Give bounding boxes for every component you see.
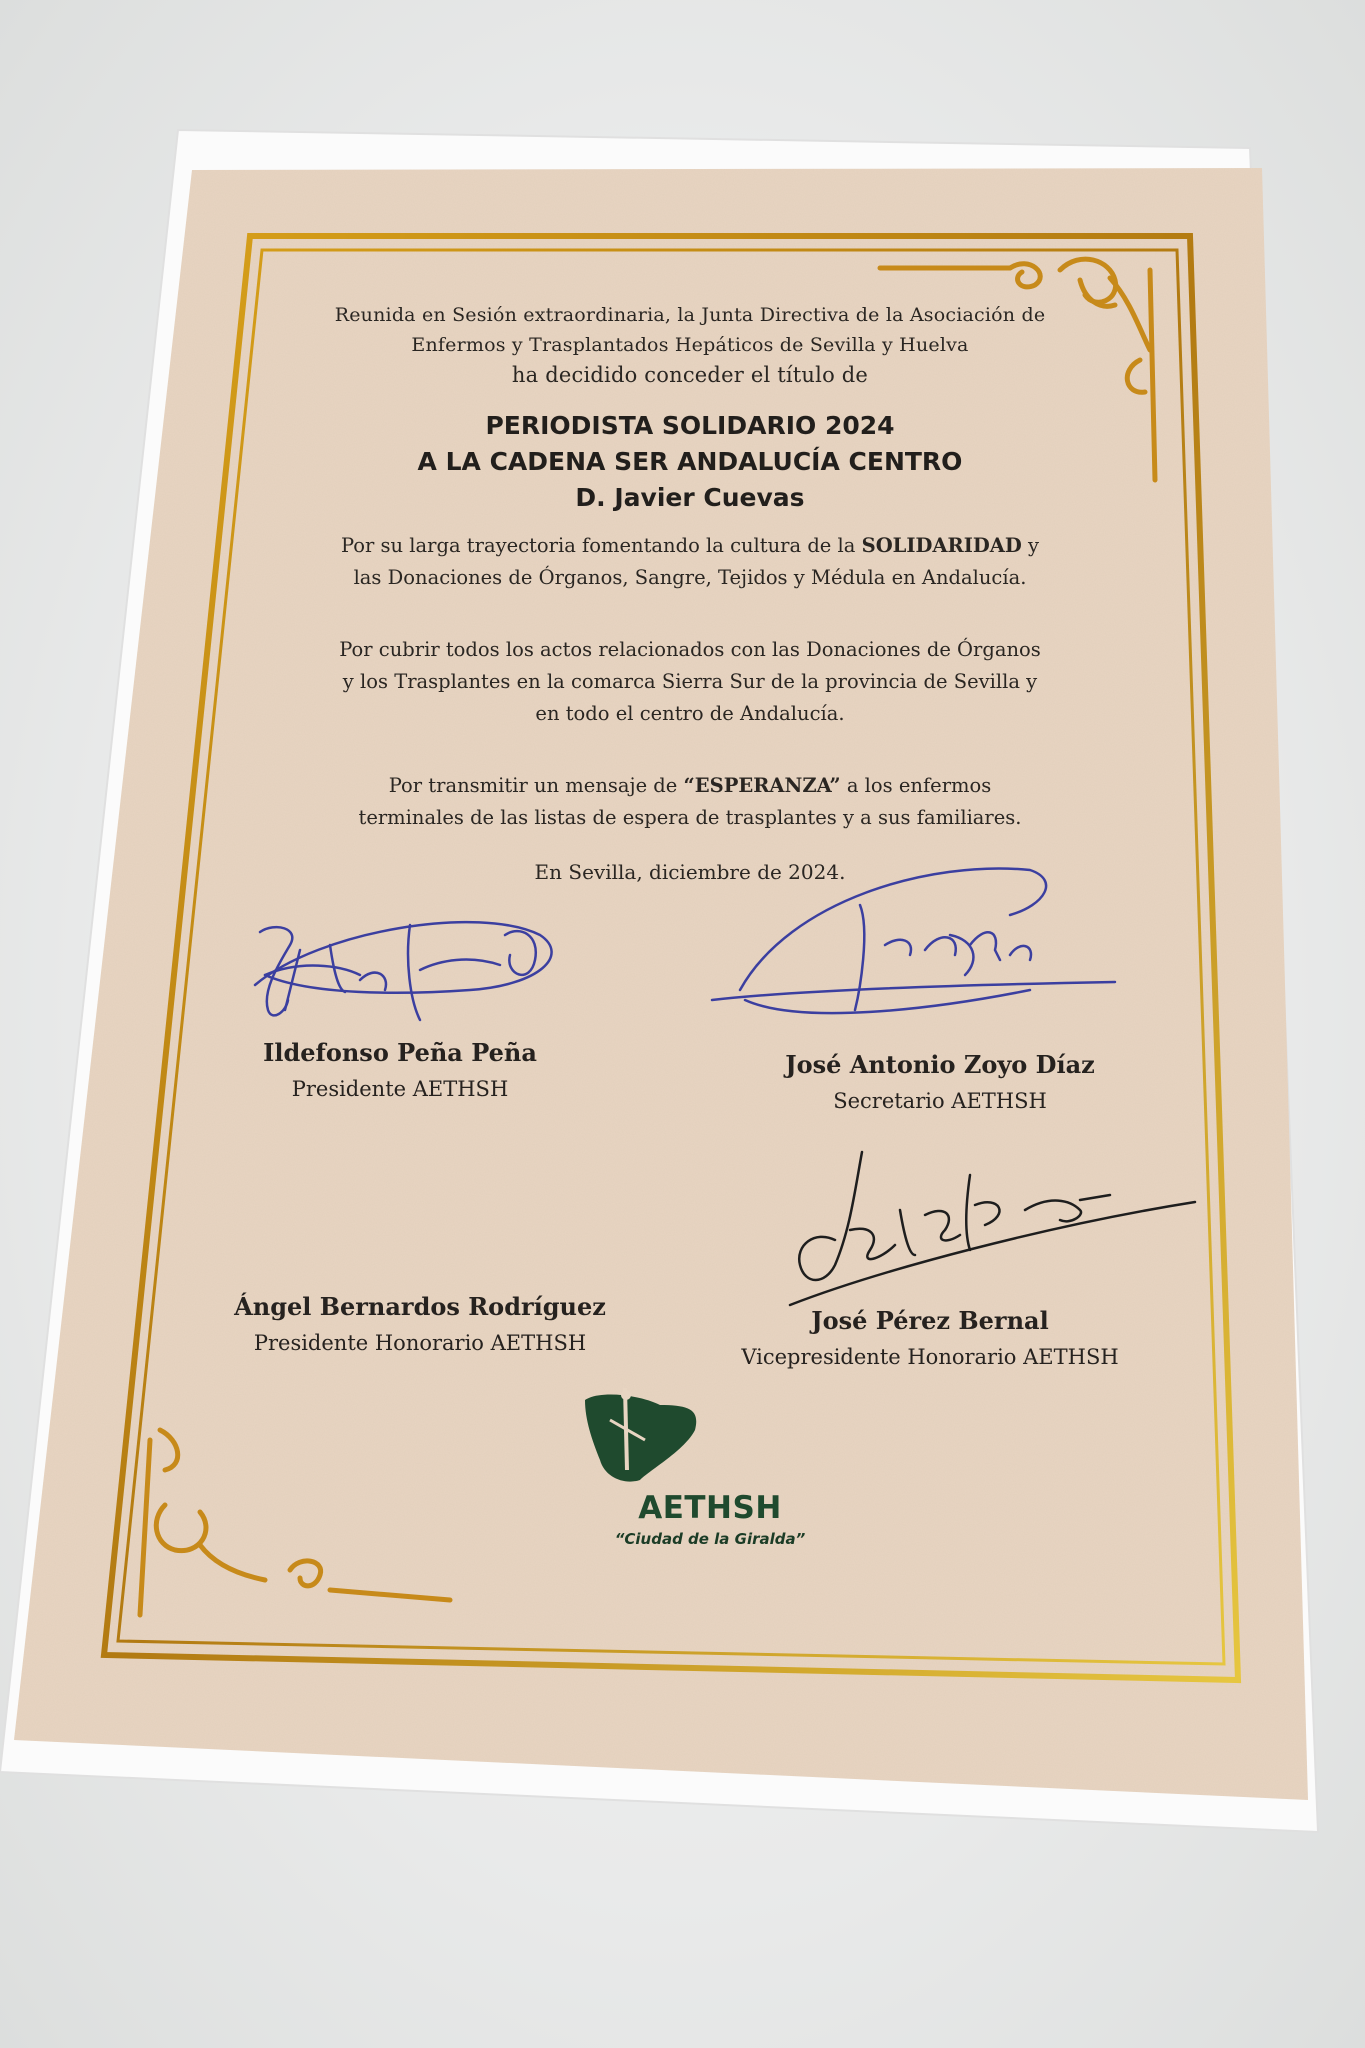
reason-text: Por transmitir un mensaje de xyxy=(388,774,684,797)
reason-paragraph-1 xyxy=(250,530,1130,594)
reason-text: y los Trasplantes en la comarca Sierra Sur de la provincia de Sevilla y xyxy=(342,670,1038,693)
signatory-name: Ángel Bernardos Rodríguez xyxy=(234,1292,606,1321)
reason-paragraph-3 xyxy=(250,770,1130,834)
aethsh-logo xyxy=(575,1390,845,1560)
signatory-3 xyxy=(200,1292,640,1355)
signatory-name: Ildefonso Peña Peña xyxy=(263,1038,537,1067)
reason-emphasis: SOLIDARIDAD xyxy=(861,534,1022,557)
certificate-body xyxy=(250,300,1130,884)
reason-text: en todo el centro de Andalucía. xyxy=(535,702,845,725)
logo-motto: “Ciudad de la Giralda” xyxy=(614,1530,806,1548)
reason-paragraph-2 xyxy=(250,634,1130,730)
award-title-line: PERIODISTA SOLIDARIO 2024 xyxy=(485,411,895,440)
intro-line: Reunida en Sesión extraordinaria, la Junta Directiva de la Asociación de xyxy=(334,304,1046,326)
award-title-line: A LA CADENA SER ANDALUCÍA CENTRO xyxy=(417,447,963,476)
signatory-role: Secretario AETHSH xyxy=(833,1089,1047,1113)
signatory-4 xyxy=(710,1306,1150,1369)
reason-text: y xyxy=(1021,534,1040,557)
signatory-1 xyxy=(230,1038,570,1101)
place-date: En Sevilla, diciembre de 2024. xyxy=(534,860,846,884)
signatory-role: Vicepresidente Honorario AETHSH xyxy=(741,1345,1119,1369)
intro-text xyxy=(250,300,1130,390)
reason-text: a los enfermos xyxy=(840,774,992,797)
signatory-role: Presidente AETHSH xyxy=(291,1077,509,1101)
intro-line: Enfermos y Trasplantados Hepáticos de Sevilla y Huelva xyxy=(411,334,969,356)
signatory-role: Presidente Honorario AETHSH xyxy=(253,1331,587,1355)
reason-text: terminales de las listas de espera de trasplantes y a sus familiares. xyxy=(358,806,1022,829)
reason-text: Por su larga trayectoria fomentando la cultura de la xyxy=(340,534,862,557)
intro-line: ha decidido conceder el título de xyxy=(511,363,869,387)
reason-text: las Donaciones de Órganos, Sangre, Tejidos y Médula en Andalucía. xyxy=(353,566,1027,589)
signatory-name: José Antonio Zoyo Díaz xyxy=(785,1050,1095,1079)
logo-name: AETHSH xyxy=(638,1490,782,1526)
reason-emphasis: “ESPERANZA” xyxy=(683,774,841,797)
reason-text: Por cubrir todos los actos relacionados con las Donaciones de Órganos xyxy=(339,638,1041,661)
award-recipient: D. Javier Cuevas xyxy=(575,483,805,512)
signatory-2 xyxy=(760,1050,1120,1113)
award-title xyxy=(250,408,1130,516)
signatory-name: José Pérez Bernal xyxy=(811,1306,1049,1335)
